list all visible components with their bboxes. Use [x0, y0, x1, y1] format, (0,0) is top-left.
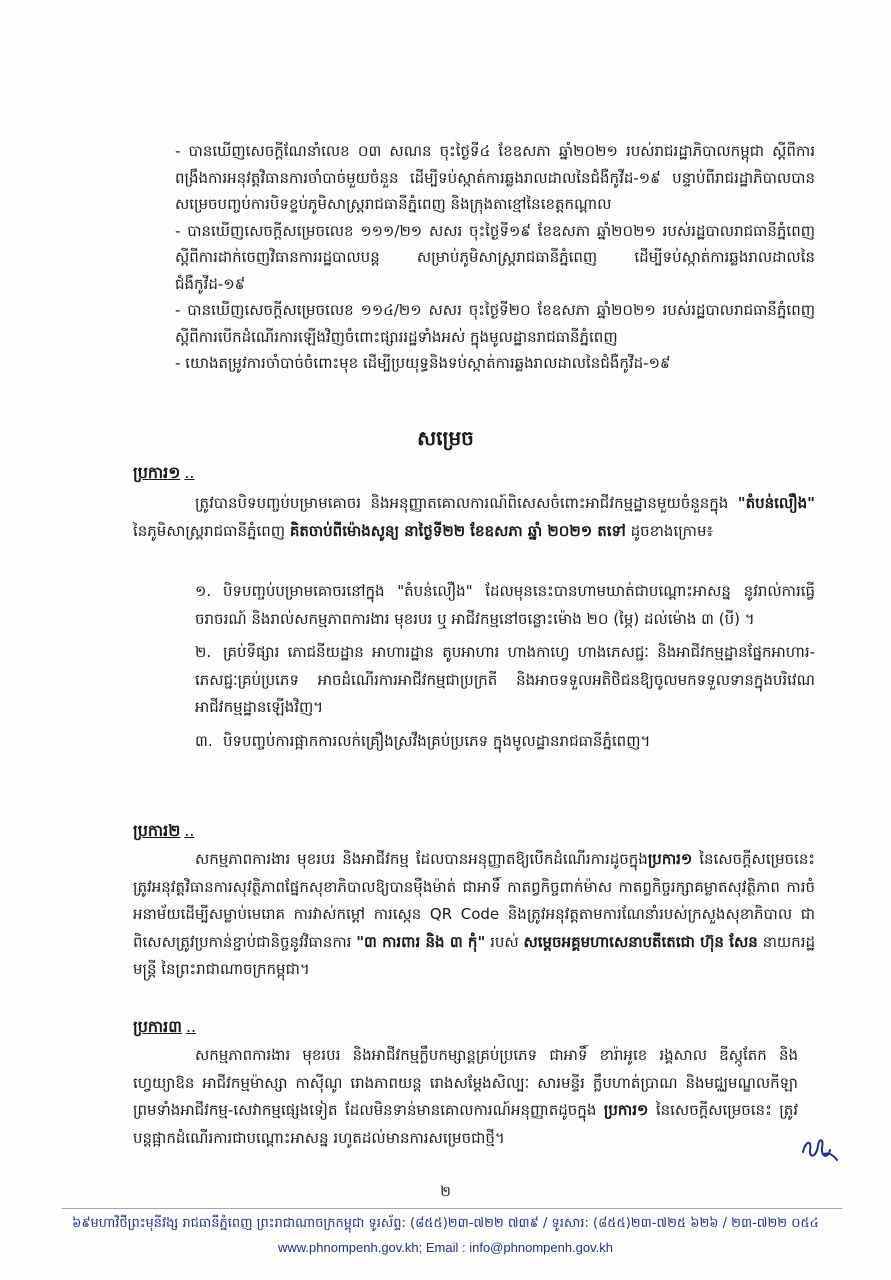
article-1-text-end: ដូចខាងក្រោម៖ [625, 521, 714, 540]
article-3-text: សកម្មភាពការងារ មុខរបរ និងអាជីវកម្មក្លឹបកម្សាន្តគ្រប់ប្រភេទ ជាអាទិ៍ ខារ៉ាអូខេ រង្គសាល ឌីស្កូតែក និងហ្វេយ្យាឱន អាជីវកម្មម៉ាស្សា កាស៊ីណូ រោងភាពយន្ត រោងសម្ដែងសិល្បៈ សារមន្ទីរ ក្លឹបហាត់ប្រាណ និងមជ្ឈមណ្ឌលកីឡា ព្រមទាំងអាជីវកម្ម-សេវាកម្មផ្សេងទៀត ដែលមិនទាន់មានគោលការណ៍អនុញ្ញាតដូចក្នុង [133, 1046, 798, 1119]
article-1-effective-date: គិតចាប់ពីម៉ោងសូន្យ នាថ្ងៃទី២២ ខែឧសភា ឆ្នាំ ២០២១ តទៅ [289, 521, 626, 540]
decision-title: សម្រេច [417, 426, 474, 450]
list-item-number: ៣. [195, 731, 213, 750]
page-number: ២ [440, 1184, 451, 1200]
footer-divider [62, 1208, 842, 1209]
article-2-rule: "៣ ការពារ និង ៣ កុំ" [356, 932, 486, 951]
article-2-ref: ប្រការ១ [647, 850, 693, 868]
footer-contact: www.phnompenh.gov.kh; Email : info@phnompenh.gov.kh [277, 1240, 614, 1255]
article-2-text-end: នាយករដ្ឋមន្ត្រី នៃព្រះរាជាណាចក្រកម្ពុជា។ [133, 932, 815, 978]
list-item [195, 578, 815, 633]
list-item [195, 639, 815, 722]
footer-address: ៦៩មហាវិថីព្រះមុនីវង្ស រាជធានីភ្នំពេញ ព្រះរាជាណាចក្រកម្ពុជា ទូរស័ព្ទ: (៨៥៥)២៣-៧២២ ៧៣៩ / ទូរសារ: (៨៥៥)២៣-៧២៥ ៦២៦ / ២៣-៧២២ ០៥៤ [72, 1216, 819, 1231]
article-3-ref: ប្រការ១ [603, 1101, 649, 1119]
preamble-item: - បានឃើញសេចក្ដីសម្រេចលេខ ១១៤/២១ សសរ ចុះថ្ងៃទី២០ ខែឧសភា ឆ្នាំ២០២១ របស់រដ្ឋបាលរាជធានីភ្នំពេញ ស្ដីពីការបើកដំណើរការឡើងវិញចំពោះផ្សាររដ្ឋទាំងអស់ ក្នុងមូលដ្ឋានរាជធានីភ្នំពេញ [175, 301, 815, 346]
list-item-text: គ្រប់ទីផ្សារ ភោជនីយដ្ឋាន អាហារដ្ឋាន តូបអាហារ ហាងកាហ្វេ ហាងភេសជ្ជៈ និងអាជីវកម្មដ្ឋានផ្នែកអាហារ-ភេសជ្ជៈគ្រប់ប្រភេទ អាចដំណើរការអាជីវកម្មជាប្រក្រតី និងអាចទទួលអតិថិជនឱ្យចូលមកទទួលទានក្នុងបរិវេណអាជីវកម្មដ្ឋានឡើងវិញ។ [195, 643, 815, 716]
list-item-text: បិទបញ្ចប់ការផ្អាកការលក់គ្រឿងស្រវឹងគ្រប់ប្រភេទ ក្នុងមូលដ្ឋានរាជធានីភ្នំពេញ។ [223, 731, 651, 750]
preamble-item: - បានឃើញសេចក្ដីសម្រេចលេខ ១១១/២១ សសរ ចុះថ្ងៃទី១៩ ខែឧសភា ឆ្នាំ២០២១ របស់រដ្ឋបាលរាជធានីភ្នំពេញ ស្ដីពីការដាក់ចេញវិធានការរដ្ឋបាលបន្ត សម្រាប់ភូមិសាស្ត្ររាជធានីភ្នំពេញ ដើម្បីទប់ស្កាត់ការឆ្លងរាលដាលនៃជំងឺកូវីដ-១៩ [175, 221, 815, 293]
article-1-label: ប្រការ១ [133, 463, 181, 482]
article-1-body [133, 490, 815, 545]
article-3-body [133, 1042, 798, 1152]
preamble-item: - យោងតម្រូវការចាំបាច់ចំពោះមុខ ដើម្បីប្រយុទ្ធនិងទប់ស្កាត់ការឆ្លងរាលដាលនៃជំងឺកូវីដ-១៩ [175, 354, 671, 372]
article-1-items [195, 578, 815, 755]
list-item-text: បិទបញ្ចប់បម្រាមគោចរនៅក្នុង "តំបន់លឿង" ដែលមុននេះបានហាមឃាត់ជាបណ្ដោះអាសន្ន នូវរាល់ការធ្វើចរាចរណ៍ និងរាល់សកម្មភាពការងារ មុខរបរ ឬ អាជីវកម្មនៅចន្លោះម៉ោង ២០ (ម្ភៃ) ដល់ម៉ោង ៣ (បី) ។ [195, 582, 815, 628]
article-3-text-end: នៃសេចក្ដីសម្រេចនេះ ត្រូវបន្តផ្អាកដំណើរការជាបណ្ដោះអាសន្ន រហូតដល់មានការសម្រេចជាថ្មី។ [133, 1101, 798, 1147]
article-1-zone: "តំបន់លឿង" [737, 494, 815, 512]
article-2-text: សកម្មភាពការងារ មុខរបរ និងអាជីវកម្ម ដែលបានអនុញ្ញាតឱ្យបើកដំណើរការដូចក្នុង [195, 850, 648, 868]
article-3-heading [133, 1016, 196, 1040]
initials-signature [800, 1132, 840, 1166]
preamble-list [175, 138, 815, 377]
article-1-dots: .. [184, 463, 195, 482]
list-item-number: ១. [195, 582, 212, 600]
article-2-official: សម្ដេចអគ្គមហាសេនាបតីតេជោ ហ៊ុន សែន [523, 932, 758, 951]
article-2-body [133, 846, 815, 984]
list-item [195, 728, 815, 756]
article-2-label: ប្រការ២ [133, 821, 181, 840]
article-1-heading [133, 462, 195, 486]
article-2-dots: .. [184, 821, 195, 840]
preamble-item: - បានឃើញសេចក្ដីណែនាំលេខ ០៣ សណន ចុះថ្ងៃទី៤ ខែឧសភា ឆ្នាំ២០២១ របស់រាជរដ្ឋាភិបាលកម្ពុជា ស្ដីពីការពង្រឹងការអនុវត្តវិធានការចាំបាច់មួយចំនួន ដើម្បីទប់ស្កាត់ការឆ្លងរាលដាលនៃជំងឺកូវីដ-១៩ បន្ទាប់ពីរាជរដ្ឋាភិបាលបានសម្រេចបញ្ចប់ការបិទខ្ទប់ភូមិសាស្ត្ររាជធានីភ្នំពេញ និងក្រុងតាខ្មៅនៃខេត្តកណ្ដាល [175, 142, 815, 213]
list-item-number: ២. [195, 643, 212, 661]
article-2-text-mid2: របស់ [485, 932, 524, 951]
article-3-label: ប្រការ៣ [133, 1017, 182, 1036]
article-3-dots: .. [185, 1017, 197, 1036]
article-1-text: ត្រូវបានបិទបញ្ចប់បម្រាមគោចរ និងអនុញ្ញាតគោលការណ៍ពិសេសចំពោះអាជីវកម្មដ្ឋានមួយចំនួនក្នុង [195, 494, 738, 512]
article-1-text-mid: នៃភូមិសាស្ត្ររាជធានីភ្នំពេញ [133, 521, 290, 540]
article-2-heading [133, 820, 195, 844]
article-2-text-mid: នៃសេចក្ដីសម្រេចនេះ ត្រូវអនុវត្តវិធានការសុវត្ថិភាពផ្នែកសុខាភិបាលឱ្យបានម៉ឺងម៉ាត់ ជាអាទិ៍ កាតព្វកិច្ចពាក់ម៉ាស កាតព្វកិច្ចរក្សាគម្លាតសុវត្ថិភាព ការចំអនាម័យដើម្បីសម្លាប់មេរោគ ការវាស់កម្ដៅ ការស្កេន QR Code និងត្រូវអនុវត្តតាមការណែនាំរបស់ក្រសួងសុខាភិបាល ជាពិសេសត្រូវប្រកាន់ខ្ជាប់ជានិច្ចនូវវិធានការ [133, 850, 815, 951]
